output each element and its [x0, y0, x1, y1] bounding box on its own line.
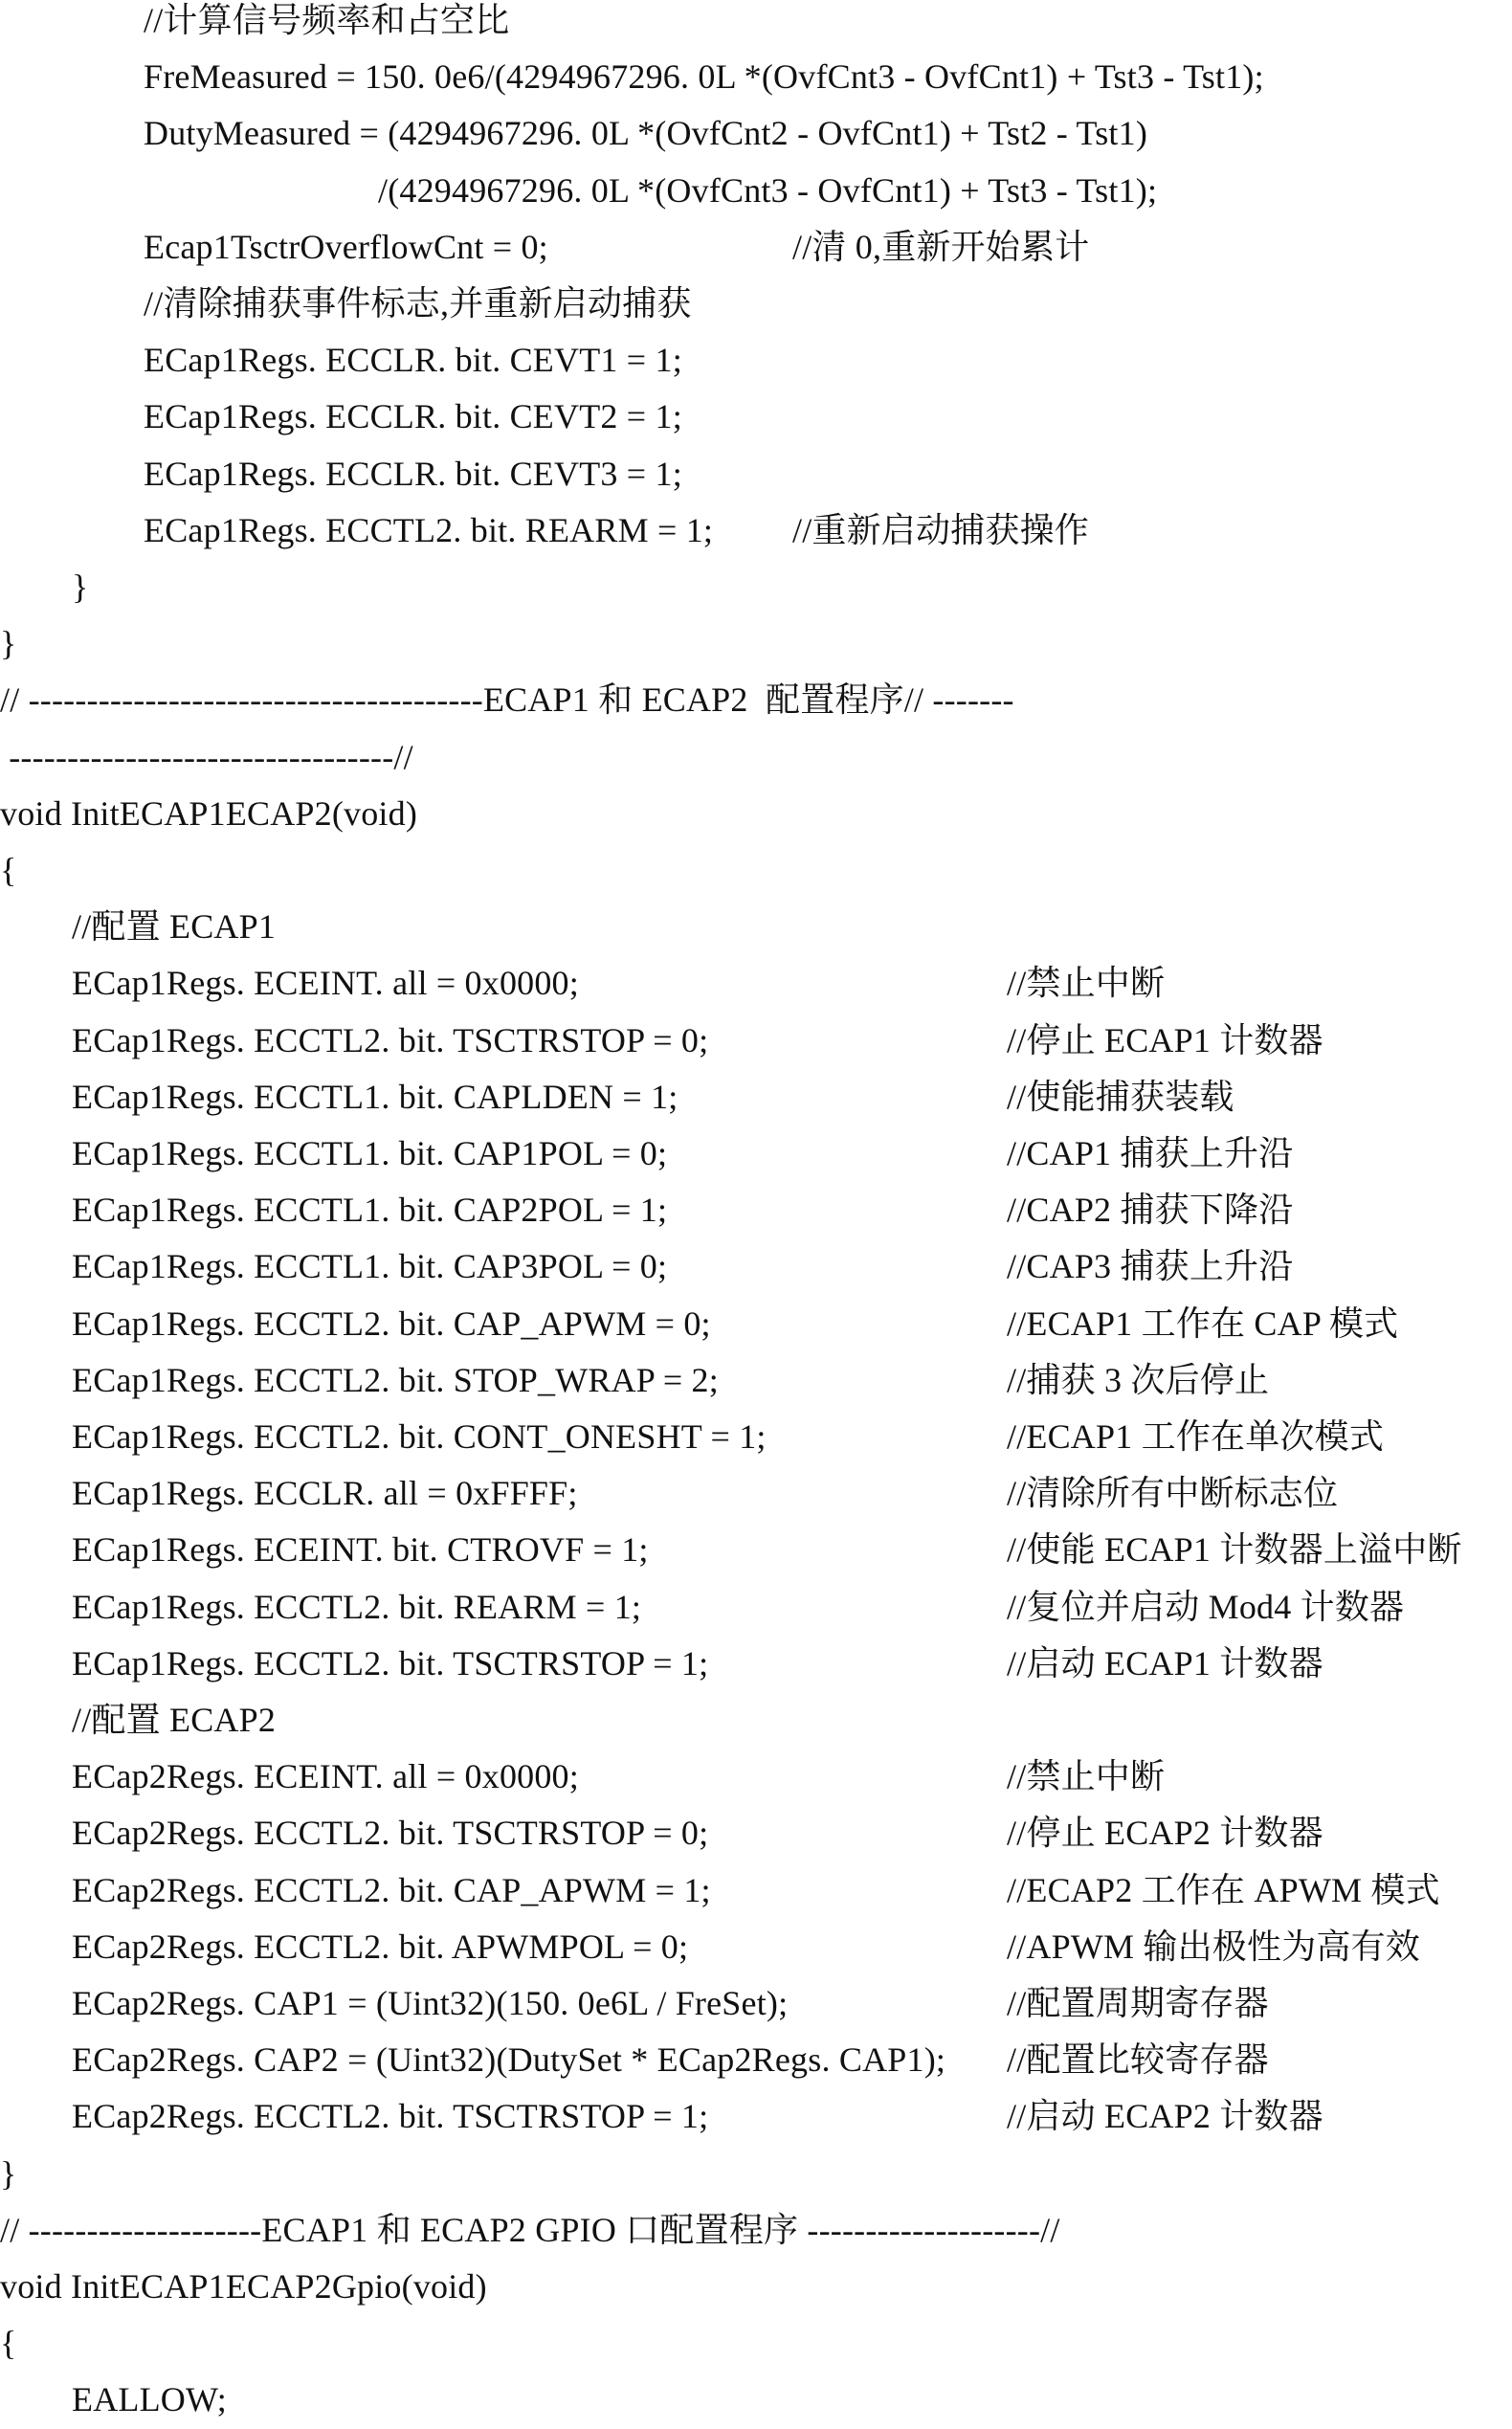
code-comment: //APWM 输出极性为高有效 [1007, 1927, 1421, 1966]
code-text: } [0, 624, 17, 663]
code-comment: //使能捕获装载 [1007, 1077, 1234, 1116]
code-text: ECap1Regs. ECCTL2. bit. STOP_WRAP = 2; [72, 1360, 719, 1399]
code-comment: //停止 ECAP2 计数器 [1007, 1814, 1323, 1853]
code-comment: //启动 ECAP1 计数器 [1007, 1643, 1323, 1682]
code-text: ECap2Regs. CAP1 = (Uint32)(150. 0e6L / FreSet); [72, 1984, 789, 2022]
code-text: ECap1Regs. ECCTL1. bit. CAP1POL = 0; [72, 1134, 668, 1172]
code-text: // --------------------ECAP1 和 ECAP2 GPIO 口配置程序 --------------------// [0, 2210, 1060, 2249]
code-comment: //复位并启动 Mod4 计数器 [1007, 1587, 1405, 1626]
code-comment: //ECAP1 工作在单次模式 [1007, 1417, 1385, 1456]
code-text: ECap1Regs. ECCLR. bit. CEVT3 = 1; [144, 454, 682, 493]
code-text: ECap1Regs. ECCTL2. bit. TSCTRSTOP = 1; [72, 1643, 709, 1682]
code-comment: //清 0,重新开始累计 [792, 227, 1090, 266]
code-text: ECap1Regs. ECCTL2. bit. CONT_ONESHT = 1; [72, 1417, 767, 1456]
code-text: //清除捕获事件标志,并重新启动捕获 [144, 284, 692, 323]
code-comment: //CAP1 捕获上升沿 [1007, 1134, 1294, 1172]
code-text: ECap1Regs. ECEINT. bit. CTROVF = 1; [72, 1530, 649, 1570]
code-text: ECap2Regs. CAP2 = (Uint32)(DutySet * ECap2Regs. CAP1); [72, 2040, 946, 2080]
code-text: void InitECAP1ECAP2Gpio(void) [0, 2267, 487, 2306]
code-text: ECap2Regs. ECEINT. all = 0x0000; [72, 1757, 579, 1796]
code-text: ---------------------------------// [0, 737, 413, 776]
code-comment: //配置周期寄存器 [1007, 1984, 1269, 2022]
code-text: } [72, 568, 89, 606]
code-text: //计算信号频率和占空比 [144, 1, 510, 39]
code-comment: //配置比较寄存器 [1007, 2040, 1269, 2080]
code-text: ECap1Regs. ECCTL1. bit. CAP3POL = 0; [72, 1247, 668, 1286]
code-text: // ---------------------------------------ECAP1 和 ECAP2 配置程序// ------- [0, 680, 1014, 720]
code-text: Ecap1TsctrOverflowCnt = 0; [144, 227, 548, 266]
code-text: ECap1Regs. ECCTL2. bit. TSCTRSTOP = 0; [72, 1020, 709, 1059]
code-text: ECap1Regs. ECCTL1. bit. CAPLDEN = 1; [72, 1077, 678, 1116]
code-text: } [0, 2153, 17, 2193]
code-text: ECap2Regs. ECCTL2. bit. TSCTRSTOP = 0; [72, 1814, 709, 1853]
code-text: EALLOW; [72, 2380, 228, 2419]
code-comment: //启动 ECAP2 计数器 [1007, 2097, 1323, 2136]
code-comment: //CAP3 捕获上升沿 [1007, 1247, 1294, 1286]
code-comment: //重新启动捕获操作 [792, 510, 1090, 549]
code-text: { [0, 851, 17, 889]
code-text: ECap2Regs. ECCTL2. bit. CAP_APWM = 1; [72, 1870, 711, 1909]
code-text: //配置 ECAP1 [72, 907, 277, 947]
code-comment: //禁止中断 [1007, 1757, 1166, 1796]
code-comment: //ECAP1 工作在 CAP 模式 [1007, 1304, 1399, 1343]
code-comment: //使能 ECAP1 计数器上溢中断 [1007, 1530, 1462, 1570]
code-text: ECap1Regs. ECCTL1. bit. CAP2POL = 1; [72, 1191, 668, 1230]
code-text: /(4294967296. 0L *(OvfCnt3 - OvfCnt1) + Tst3 - Tst1); [378, 170, 1158, 210]
code-text: ECap1Regs. ECEINT. all = 0x0000; [72, 964, 579, 1003]
code-text: ECap1Regs. ECCTL2. bit. REARM = 1; [72, 1587, 642, 1626]
code-comment: //禁止中断 [1007, 964, 1166, 1003]
code-text: { [0, 2324, 17, 2363]
code-text: //配置 ECAP2 [72, 1701, 277, 1739]
code-text: ECap1Regs. ECCLR. bit. CEVT2 = 1; [144, 397, 682, 436]
code-text: DutyMeasured = (4294967296. 0L *(OvfCnt2 - OvfCnt1) + Tst2 - Tst1) [144, 114, 1148, 153]
code-text: void InitECAP1ECAP2(void) [0, 793, 418, 833]
code-text: ECap1Regs. ECCLR. all = 0xFFFF; [72, 1474, 578, 1513]
code-text: ECap1Regs. ECCTL2. bit. CAP_APWM = 0; [72, 1304, 711, 1343]
code-text: ECap1Regs. ECCLR. bit. CEVT1 = 1; [144, 341, 682, 380]
code-text: ECap2Regs. ECCTL2. bit. APWMPOL = 0; [72, 1927, 689, 1966]
code-text: FreMeasured = 150. 0e6/(4294967296. 0L *(OvfCnt3 - OvfCnt1) + Tst3 - Tst1); [144, 57, 1264, 97]
code-comment: //捕获 3 次后停止 [1007, 1360, 1270, 1399]
code-text: ECap1Regs. ECCTL2. bit. REARM = 1; [144, 510, 714, 549]
code-comment: //停止 ECAP1 计数器 [1007, 1020, 1323, 1059]
code-text: ECap2Regs. ECCTL2. bit. TSCTRSTOP = 1; [72, 2097, 709, 2136]
code-comment: //CAP2 捕获下降沿 [1007, 1191, 1294, 1230]
code-comment: //ECAP2 工作在 APWM 模式 [1007, 1870, 1440, 1909]
code-comment: //清除所有中断标志位 [1007, 1474, 1339, 1513]
